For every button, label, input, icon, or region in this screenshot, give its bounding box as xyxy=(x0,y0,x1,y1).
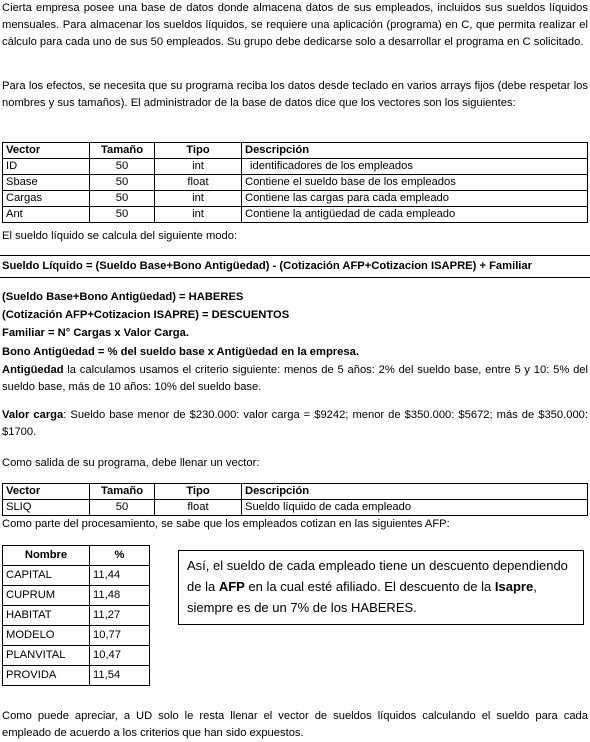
note-text-2: en la cual esté afiliado. El descuento de la xyxy=(244,579,495,594)
cell: 50 xyxy=(90,207,155,223)
closing-paragraph: Como puede apreciar, a UD solo le resta llenar el vector de sueldos líquidos calculando el sueldo para cada empleado de acuerdo a los criterios que han sido expuestos. xyxy=(2,710,588,739)
header-descripcion: Descripción xyxy=(242,143,588,159)
cell: Contiene el sueldo base de los empleados xyxy=(242,175,588,191)
output-vector-table xyxy=(2,483,588,516)
antiguedad-paragraph xyxy=(2,362,588,396)
cell: CUPRUM xyxy=(3,586,90,606)
table-header-row xyxy=(3,546,150,566)
cell: Cargas xyxy=(3,191,90,207)
cell: Contiene la antigüedad de cada empleado xyxy=(242,207,588,223)
cell: 50 xyxy=(90,175,155,191)
antiguedad-text: la calculamos usamos el criterio siguiente: menos de 5 años: 2% del sueldo base, entre 5 y 10: 5% del sueldo base, más de 10 años: 10% del sueldo base. xyxy=(2,364,588,393)
cell: MODELO xyxy=(3,626,90,646)
header-tamano: Tamaño xyxy=(90,143,155,159)
header-vector: Vector xyxy=(3,484,90,500)
afp-table xyxy=(2,545,150,686)
cell: int xyxy=(155,207,242,223)
cell: PLANVITAL xyxy=(3,646,90,666)
intro-paragraph-2: Para los efectos, se necesita que su programa reciba los datos desde teclado en varios arrays fijos (debe respetar los nombres y sus tamaños). El administrador de la base de datos dice que los vectores son los siguientes: xyxy=(2,80,588,109)
cell: 11,54 xyxy=(90,666,150,686)
table-row xyxy=(3,646,150,666)
formula: Sueldo Líquido = (Sueldo Base+Bono Antigüedad) - (Cotización AFP+Cotizacion ISAPRE) + Familiar xyxy=(2,260,532,272)
definition-familiar: Familiar = N° Cargas x Valor Carga. xyxy=(2,327,189,339)
table-row xyxy=(3,566,150,586)
afp-intro: Como parte del procesamiento, se sabe que los empleados cotizan en las siguientes AFP: xyxy=(2,518,450,530)
header-descripcion: Descripción xyxy=(242,484,588,500)
valor-carga-text: : Sueldo base menor de $230.000: valor carga = $9242; menor de $350.000: $5672; más de $350.000: $1700. xyxy=(2,409,588,438)
table-row xyxy=(3,159,588,175)
cell: float xyxy=(155,500,242,516)
cell: identificadores de los empleados xyxy=(242,159,588,175)
cell: 11,44 xyxy=(90,566,150,586)
table-header-row xyxy=(3,143,588,159)
cell: HABITAT xyxy=(3,606,90,626)
input-vectors-table xyxy=(2,142,588,223)
note-afp: AFP xyxy=(218,579,245,594)
antiguedad-label: Antigüedad xyxy=(2,364,64,376)
cell: int xyxy=(155,159,242,175)
table-row xyxy=(3,606,150,626)
cell: 11,48 xyxy=(90,586,150,606)
header-percent: % xyxy=(90,546,150,566)
cell: 11,27 xyxy=(90,606,150,626)
note-text-3: , siempre es de un 7% de los HABERES. xyxy=(187,579,537,615)
formula-top-rule xyxy=(0,255,590,256)
definition-haberes: (Sueldo Base+Bono Antigüedad) = HABERES xyxy=(2,291,244,303)
cell: 50 xyxy=(90,159,155,175)
cell: Contiene las cargas para cada empleado xyxy=(242,191,588,207)
note-isapre: Isapre xyxy=(494,579,534,594)
cell: int xyxy=(155,191,242,207)
table-row xyxy=(3,207,588,223)
table-row xyxy=(3,666,150,686)
cell: CAPITAL xyxy=(3,566,90,586)
header-tipo: Tipo xyxy=(155,484,242,500)
table-row xyxy=(3,586,150,606)
formula-bottom-rule xyxy=(0,277,590,278)
table-row xyxy=(3,626,150,646)
valor-carga-paragraph xyxy=(2,407,588,441)
intro-paragraph-1: Cierta empresa posee una base de datos donde almacena datos de sus empleados, incluidos sus sueldos líquidos mensuales. Para almacenar los sueldos líquidos, se requiere una aplicación (programa) en C, que permita realizar el cálculo para cada uno de sus 50 empleados. Su grupo debe dedicarse solo a desarrollar el programa en C solicitado. xyxy=(2,2,588,48)
note-text-1: Así, el sueldo de cada empleado tiene un descuento dependiendo de la xyxy=(187,558,568,594)
cell: PROVIDA xyxy=(3,666,90,686)
header-tipo: Tipo xyxy=(155,143,242,159)
cell: Sueldo líquido de cada empleado xyxy=(242,500,588,516)
cell: 50 xyxy=(90,191,155,207)
cell: 10,77 xyxy=(90,626,150,646)
output-intro: Como salida de su programa, debe llenar un vector: xyxy=(2,457,260,469)
calc-intro: El sueldo líquido se calcula del siguiente modo: xyxy=(2,230,238,242)
table-row xyxy=(3,500,588,516)
table-row xyxy=(3,191,588,207)
table-header-row xyxy=(3,484,588,500)
header-tamano: Tamaño xyxy=(90,484,155,500)
valor-carga-label: Valor carga xyxy=(2,409,64,421)
cell: Ant xyxy=(3,207,90,223)
cell: float xyxy=(155,175,242,191)
table-row xyxy=(3,175,588,191)
cell: Sbase xyxy=(3,175,90,191)
cell: SLIQ xyxy=(3,500,90,516)
header-nombre: Nombre xyxy=(3,546,90,566)
cell: ID xyxy=(3,159,90,175)
note-box xyxy=(178,550,584,625)
cell: 50 xyxy=(90,500,155,516)
definition-bono: Bono Antigüedad = % del sueldo base x Antigüedad en la empresa. xyxy=(2,346,359,358)
cell: 10,47 xyxy=(90,646,150,666)
definition-descuentos: (Cotización AFP+Cotizacion ISAPRE) = DESCUENTOS xyxy=(2,309,290,321)
header-vector: Vector xyxy=(3,143,90,159)
